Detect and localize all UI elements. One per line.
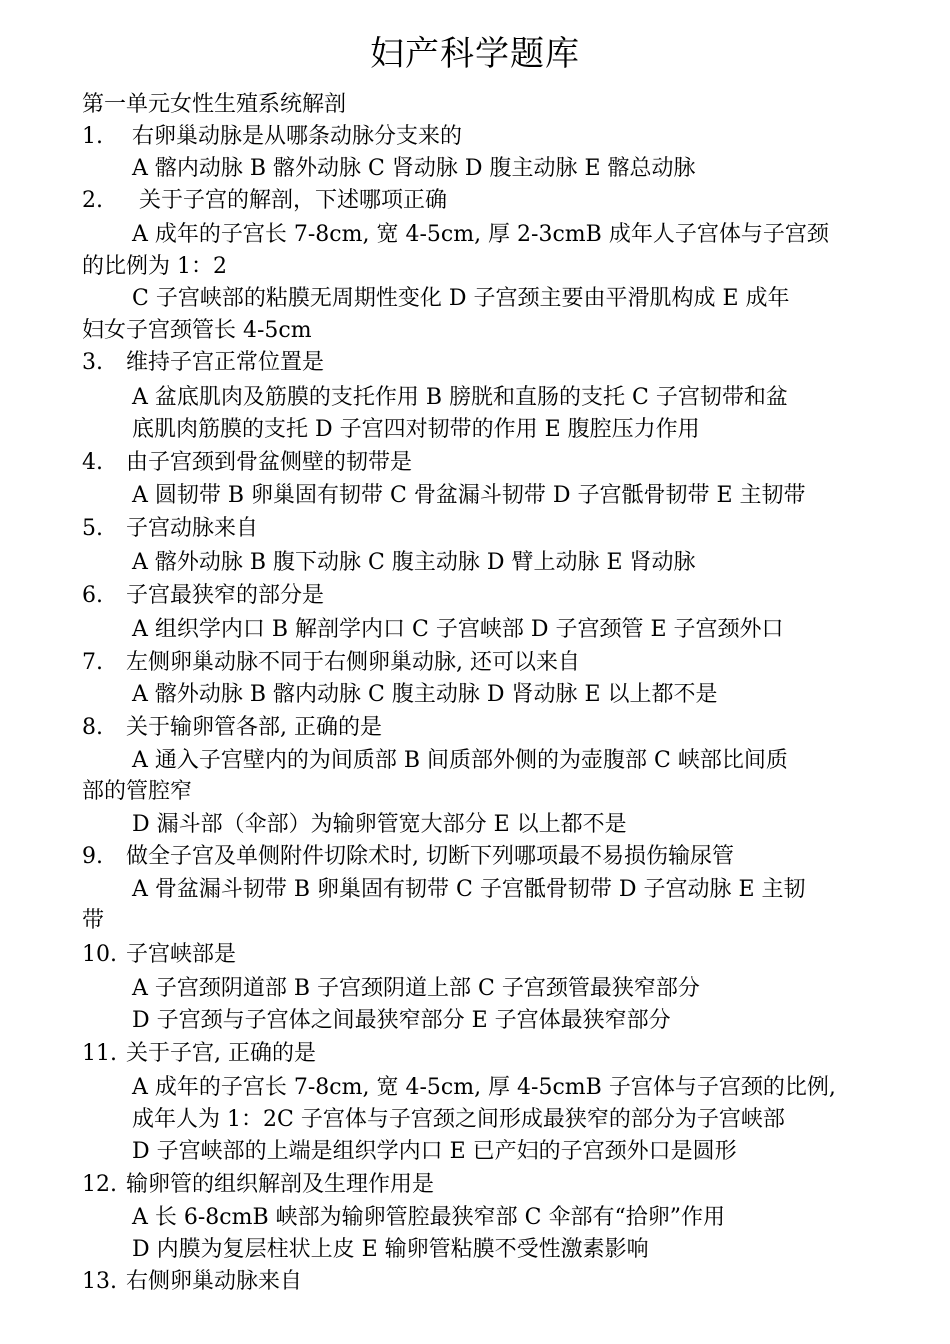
question-11 xyxy=(82,1039,316,1069)
question-number: 4. xyxy=(82,450,103,475)
question-number: 9. xyxy=(82,844,103,869)
question-2 xyxy=(82,186,447,216)
question-text: 左侧卵巢动脉不同于右侧卵巢动脉, 还可以来自 xyxy=(126,650,580,675)
question-8-options-line-2: 部的管腔窄 xyxy=(82,779,193,804)
question-9-options-line-2: 带 xyxy=(82,908,105,933)
question-text: 维持子宫正常位置是 xyxy=(126,350,325,375)
question-1-options: A 髂内动脉 B 髂外动脉 C 肾动脉 D 腹主动脉 E 髂总动脉 xyxy=(132,156,696,181)
question-6-options: A 组织学内口 B 解剖学内口 C 子宫峡部 D 子宫颈管 E 子宫颈外口 xyxy=(132,617,784,642)
question-12-options-line-1: A 长 6-8cmB 峡部为输卵管腔最狭窄部 C 伞部有“拾卵”作用 xyxy=(132,1205,725,1230)
question-text: 关于输卵管各部, 正确的是 xyxy=(126,715,382,740)
question-number: 11. xyxy=(82,1041,117,1066)
question-text: 右侧卵巢动脉来自 xyxy=(126,1269,303,1294)
question-number: 1. xyxy=(82,124,103,149)
question-11-options-line-3: D 子宫峡部的上端是组织学内口 E 已产妇的子宫颈外口是圆形 xyxy=(132,1139,737,1164)
question-5 xyxy=(82,514,258,544)
question-number: 6. xyxy=(82,583,103,608)
question-4-options: A 圆韧带 B 卵巢固有韧带 C 骨盆漏斗韧带 D 子宫骶骨韧带 E 主韧带 xyxy=(132,483,806,508)
question-number: 3. xyxy=(82,350,103,375)
question-5-options: A 髂外动脉 B 腹下动脉 C 腹主动脉 D 臂上动脉 E 肾动脉 xyxy=(132,550,696,575)
question-3-options-line-1: A 盆底肌肉及筋膜的支托作用 B 膀胱和直肠的支托 C 子宫韧带和盆 xyxy=(132,385,788,410)
question-number: 8. xyxy=(82,715,103,740)
question-text: 输卵管的组织解剖及生理作用是 xyxy=(126,1172,435,1197)
question-12 xyxy=(82,1170,434,1200)
question-number: 12. xyxy=(82,1172,117,1197)
question-text: 关于子宫的解剖，下述哪项正确 xyxy=(132,188,447,213)
question-text: 由子宫颈到骨盆侧壁的韧带是 xyxy=(126,450,413,475)
question-number: 5. xyxy=(82,516,103,541)
question-text: 子宫动脉来自 xyxy=(126,516,259,541)
question-8-options-line-1: A 通入子宫壁内的为间质部 B 间质部外侧的为壶腹部 C 峡部比间质 xyxy=(132,748,788,773)
question-11-options-line-1: A 成年的子宫长 7-8cm, 宽 4-5cm, 厚 4-5cmB 子宫体与子宫颈的比例, xyxy=(132,1075,836,1100)
question-8-options-line-3: D 漏斗部（伞部）为输卵管宽大部分 E 以上都不是 xyxy=(132,812,627,837)
question-4 xyxy=(82,448,412,478)
question-1 xyxy=(82,122,462,152)
question-text: 右卵巢动脉是从哪条动脉分支来的 xyxy=(132,124,463,149)
question-8 xyxy=(82,713,382,743)
question-9 xyxy=(82,842,734,872)
question-7-options: A 髂外动脉 B 髂内动脉 C 腹主动脉 D 肾动脉 E 以上都不是 xyxy=(132,682,718,707)
question-12-options-line-2: D 内膜为复层柱状上皮 E 输卵管粘膜不受性激素影响 xyxy=(132,1237,649,1262)
question-3 xyxy=(82,348,324,378)
question-2-options-line-2: 的比例为 1：2 xyxy=(82,254,227,279)
question-2-options-line-4: 妇女子宫颈管长 4-5cm xyxy=(82,318,312,343)
question-7 xyxy=(82,648,580,678)
question-6 xyxy=(82,581,324,611)
question-3-options-line-2: 底肌肉筋膜的支托 D 子宫四对韧带的作用 E 腹腔压力作用 xyxy=(132,417,700,442)
question-13 xyxy=(82,1267,302,1297)
question-number: 2. xyxy=(82,188,103,213)
section-heading: 第一单元女性生殖系统解剖 xyxy=(82,92,347,117)
question-10-options-line-1: A 子宫颈阴道部 B 子宫颈阴道上部 C 子宫颈管最狭窄部分 xyxy=(132,976,700,1001)
question-text: 子宫峡部是 xyxy=(126,942,237,967)
question-10 xyxy=(82,940,236,970)
question-text: 子宫最狭窄的部分是 xyxy=(126,583,325,608)
question-number: 10. xyxy=(82,942,117,967)
document-title: 妇产科学题库 xyxy=(370,34,580,74)
question-text: 关于子宫, 正确的是 xyxy=(126,1041,316,1066)
question-11-options-line-2: 成年人为 1：2C 子宫体与子宫颈之间形成最狭窄的部分为子宫峡部 xyxy=(132,1107,785,1132)
question-text: 做全子宫及单侧附件切除术时, 切断下列哪项最不易损伤输尿管 xyxy=(126,844,734,869)
question-number: 13. xyxy=(82,1269,117,1294)
question-number: 7. xyxy=(82,650,103,675)
question-2-options-line-1: A 成年的子宫长 7-8cm, 宽 4-5cm, 厚 2-3cmB 成年人子宫体与子宫颈 xyxy=(132,222,829,247)
question-2-options-line-3: C 子宫峡部的粘膜无周期性变化 D 子宫颈主要由平滑肌构成 E 成年 xyxy=(132,286,790,311)
question-10-options-line-2: D 子宫颈与子宫体之间最狭窄部分 E 子宫体最狭窄部分 xyxy=(132,1008,671,1033)
question-9-options-line-1: A 骨盆漏斗韧带 B 卵巢固有韧带 C 子宫骶骨韧带 D 子宫动脉 E 主韧 xyxy=(132,877,806,902)
